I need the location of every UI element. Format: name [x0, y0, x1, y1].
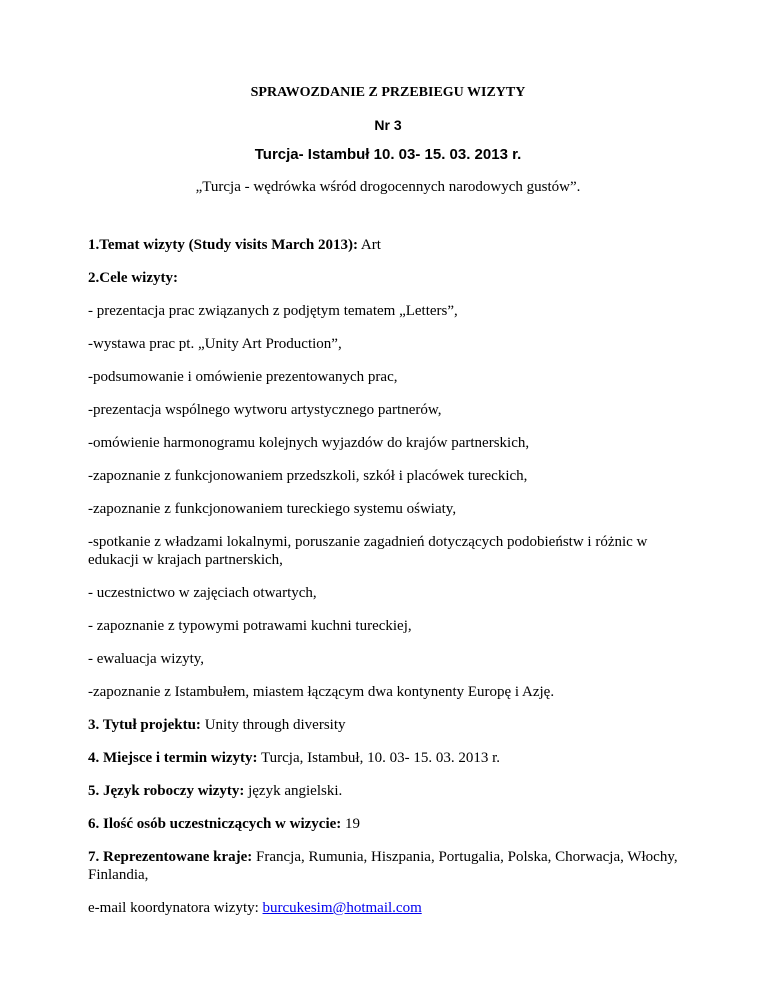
coordinator-email-link[interactable]: burcukesim@hotmail.com	[262, 900, 422, 916]
section-language-label: 5. Język roboczy wizyty:	[88, 783, 245, 799]
section-project-label: 3. Tytuł projektu:	[88, 717, 201, 733]
section-participants-label: 6. Ilość osób uczestniczących w wizycie:	[88, 816, 342, 832]
goal-item: -spotkanie z władzami lokalnymi, poruszanie zagadnień dotyczących podobieństw i różnic w edukacji w krajach partnerskich,	[88, 534, 648, 568]
report-number: Nr 3	[374, 117, 402, 133]
section-project-value: Unity through diversity	[200, 717, 346, 733]
section-goals-heading	[88, 269, 688, 287]
goal-item: - prezentacja prac związanych z podjętym tematem „Letters”,	[88, 303, 458, 319]
section-project-title	[88, 716, 688, 734]
coordinator-email-label: e-mail koordynatora wizyty:	[88, 900, 263, 916]
report-motto: „Turcja - wędrówka wśród drogocennych narodowych gustów”.	[195, 179, 581, 195]
goal-item: - uczestnictwo w zajęciach otwartych,	[88, 585, 317, 601]
section-topic-label: 1.Temat wizyty (Study visits March 2013):	[88, 237, 358, 253]
goal-item: -zapoznanie z funkcjonowaniem przedszkoli, szkół i placówek tureckich,	[88, 468, 528, 484]
section-countries	[88, 848, 688, 884]
section-place-value: Turcja, Istambuł, 10. 03- 15. 03. 2013 r.	[257, 750, 501, 766]
section-language	[88, 782, 688, 800]
goal-item: -podsumowanie i omówienie prezentowanych prac,	[88, 369, 398, 385]
goal-item: -zapoznanie z funkcjonowaniem tureckiego systemu oświaty,	[88, 501, 457, 517]
goal-item: - ewaluacja wizyty,	[88, 651, 205, 667]
section-participants	[88, 815, 688, 833]
report-place-date: Turcja- Istambuł 10. 03- 15. 03. 2013 r.	[254, 146, 522, 163]
section-topic	[88, 236, 688, 254]
section-countries-value: Francja, Rumunia, Hiszpania, Portugalia, Polska, Chorwacja, Włochy, Finlandia,	[88, 849, 678, 883]
goal-item: -prezentacja wspólnego wytworu artystycznego partnerów,	[88, 402, 442, 418]
document-page	[88, 84, 688, 917]
section-topic-value: Art	[358, 237, 381, 253]
section-language-value: język angielski.	[244, 783, 343, 799]
section-place-label: 4. Miejsce i termin wizyty:	[88, 750, 258, 766]
report-title: SPRAWOZDANIE Z PRZEBIEGU WIZYTY	[250, 85, 526, 100]
section-participants-value: 19	[341, 816, 361, 832]
goal-item: -wystawa prac pt. „Unity Art Production”,	[88, 336, 342, 352]
section-goals-label: 2.Cele wizyty:	[88, 270, 178, 286]
section-countries-label: 7. Reprezentowane kraje:	[88, 849, 253, 865]
goal-item: -omówienie harmonogramu kolejnych wyjazdów do krajów partnerskich,	[88, 435, 530, 451]
section-place-term	[88, 749, 688, 767]
goal-item: - zapoznanie z typowymi potrawami kuchni tureckiej,	[88, 618, 412, 634]
coordinator-email	[88, 899, 688, 917]
goal-item: -zapoznanie z Istambułem, miastem łączącym dwa kontynenty Europę i Azję.	[88, 684, 555, 700]
